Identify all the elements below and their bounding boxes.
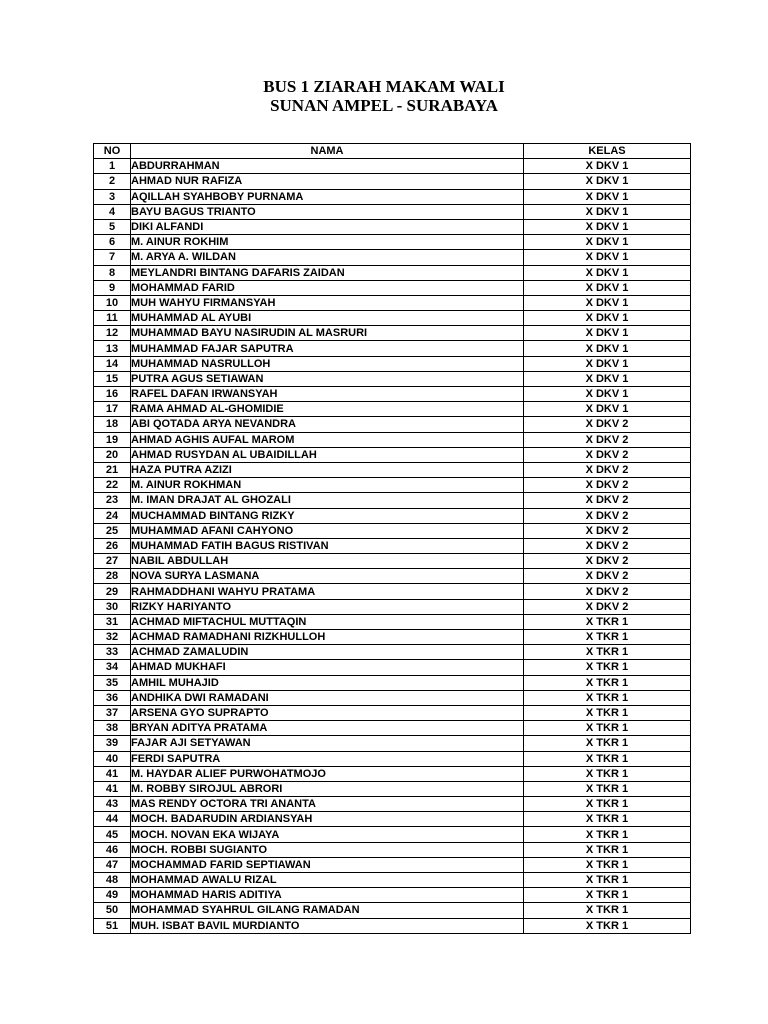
row-class: X TKR 1 [524,857,691,872]
table-row [94,630,691,645]
row-class: X TKR 1 [524,812,691,827]
row-name: MOHAMMAD FARID [131,280,524,295]
row-class: X DKV 2 [524,493,691,508]
row-class: X DKV 2 [524,447,691,462]
row-number: 11 [94,311,131,326]
row-number: 31 [94,614,131,629]
row-number: 41 [94,781,131,796]
row-number: 2 [94,174,131,189]
row-number: 47 [94,857,131,872]
row-number: 50 [94,903,131,918]
table-row [94,447,691,462]
row-class: X DKV 2 [524,523,691,538]
row-class: X TKR 1 [524,690,691,705]
row-number: 5 [94,219,131,234]
row-class: X DKV 1 [524,387,691,402]
row-class: X DKV 1 [524,235,691,250]
row-class: X DKV 2 [524,417,691,432]
row-number: 27 [94,554,131,569]
row-number: 3 [94,189,131,204]
row-number: 30 [94,599,131,614]
row-number: 43 [94,797,131,812]
row-number: 49 [94,888,131,903]
table-row [94,614,691,629]
row-class: X DKV 2 [524,432,691,447]
table-row [94,478,691,493]
table-row [94,326,691,341]
row-number: 8 [94,265,131,280]
row-class: X DKV 1 [524,189,691,204]
row-name: MOCHAMMAD FARID SEPTIAWAN [131,857,524,872]
row-number: 7 [94,250,131,265]
table-row [94,857,691,872]
row-number: 6 [94,235,131,250]
row-number: 39 [94,736,131,751]
table-row [94,599,691,614]
header-kelas: KELAS [524,144,691,159]
table-row [94,781,691,796]
row-number: 44 [94,812,131,827]
row-number: 34 [94,660,131,675]
row-class: X TKR 1 [524,888,691,903]
row-name: MUH. ISBAT BAVIL MURDIANTO [131,918,524,933]
row-name: DIKI ALFANDI [131,219,524,234]
row-number: 19 [94,432,131,447]
row-class: X DKV 1 [524,204,691,219]
table-row [94,265,691,280]
row-class: X DKV 1 [524,356,691,371]
row-number: 16 [94,387,131,402]
row-number: 28 [94,569,131,584]
row-name: BRYAN ADITYA PRATAMA [131,721,524,736]
row-name: M. AINUR ROKHIM [131,235,524,250]
row-name: MOHAMMAD SYAHRUL GILANG RAMADAN [131,903,524,918]
row-name: NOVA SURYA LASMANA [131,569,524,584]
row-name: ACHMAD ZAMALUDIN [131,645,524,660]
row-number: 10 [94,295,131,310]
row-name: RAMA AHMAD AL-GHOMIDIE [131,402,524,417]
row-number: 23 [94,493,131,508]
row-name: RAHMADDHANI WAHYU PRATAMA [131,584,524,599]
row-class: X DKV 1 [524,250,691,265]
row-name: ACHMAD MIFTACHUL MUTTAQIN [131,614,524,629]
header-no: NO [94,144,131,159]
table-row [94,736,691,751]
row-number: 38 [94,721,131,736]
row-name: MUHAMMAD FAJAR SAPUTRA [131,341,524,356]
row-name: FERDI SAPUTRA [131,751,524,766]
row-name: M. HAYDAR ALIEF PURWOHATMOJO [131,766,524,781]
row-number: 37 [94,705,131,720]
table-row [94,918,691,933]
row-name: MUHAMMAD AL AYUBI [131,311,524,326]
row-number: 29 [94,584,131,599]
row-name: PUTRA AGUS SETIAWAN [131,371,524,386]
table-row [94,721,691,736]
row-name: MOCH. BADARUDIN ARDIANSYAH [131,812,524,827]
row-class: X DKV 1 [524,341,691,356]
row-name: BAYU BAGUS TRIANTO [131,204,524,219]
table-row [94,797,691,812]
table-header-row [94,144,691,159]
table-row [94,432,691,447]
row-name: M. AINUR ROKHMAN [131,478,524,493]
row-name: AHMAD NUR RAFIZA [131,174,524,189]
row-class: X DKV 2 [524,508,691,523]
row-class: X TKR 1 [524,827,691,842]
row-name: ARSENA GYO SUPRAPTO [131,705,524,720]
row-number: 15 [94,371,131,386]
table-row [94,888,691,903]
row-number: 22 [94,478,131,493]
table-row [94,554,691,569]
row-number: 1 [94,159,131,174]
row-class: X TKR 1 [524,903,691,918]
table-row [94,538,691,553]
row-class: X DKV 1 [524,219,691,234]
row-class: X TKR 1 [524,645,691,660]
table-row [94,569,691,584]
header-nama: NAMA [131,144,524,159]
table-row [94,356,691,371]
table-row [94,675,691,690]
row-class: X TKR 1 [524,675,691,690]
table-row [94,219,691,234]
row-class: X DKV 1 [524,265,691,280]
row-name: AHMAD RUSYDAN AL UBAIDILLAH [131,447,524,462]
table-row [94,493,691,508]
row-number: 24 [94,508,131,523]
table-row [94,812,691,827]
row-class: X TKR 1 [524,614,691,629]
row-class: X DKV 2 [524,599,691,614]
row-class: X TKR 1 [524,766,691,781]
row-number: 4 [94,204,131,219]
table-row [94,387,691,402]
row-name: MOCH. ROBBI SUGIANTO [131,842,524,857]
row-name: AHMAD AGHIS AUFAL MAROM [131,432,524,447]
row-class: X DKV 1 [524,295,691,310]
row-name: MOHAMMAD AWALU RIZAL [131,873,524,888]
table-row [94,842,691,857]
table-row [94,690,691,705]
row-name: MOHAMMAD HARIS ADITIYA [131,888,524,903]
row-class: X DKV 1 [524,174,691,189]
row-name: RAFEL DAFAN IRWANSYAH [131,387,524,402]
row-number: 20 [94,447,131,462]
row-class: X TKR 1 [524,751,691,766]
row-name: MAS RENDY OCTORA TRI ANANTA [131,797,524,812]
row-class: X TKR 1 [524,736,691,751]
row-number: 9 [94,280,131,295]
row-name: ACHMAD RAMADHANI RIZKHULLOH [131,630,524,645]
table-row [94,705,691,720]
row-class: X TKR 1 [524,842,691,857]
table-row [94,462,691,477]
row-number: 17 [94,402,131,417]
row-name: MUHAMMAD NASRULLOH [131,356,524,371]
row-class: X DKV 1 [524,371,691,386]
row-number: 26 [94,538,131,553]
row-class: X DKV 1 [524,402,691,417]
row-class: X TKR 1 [524,918,691,933]
table-row [94,250,691,265]
row-name: MUH WAHYU FIRMANSYAH [131,295,524,310]
row-name: HAZA PUTRA AZIZI [131,462,524,477]
row-class: X DKV 2 [524,538,691,553]
row-number: 32 [94,630,131,645]
table-row [94,311,691,326]
row-name: M. ARYA A. WILDAN [131,250,524,265]
table-row [94,159,691,174]
table-row [94,827,691,842]
table-row [94,523,691,538]
row-name: MUHAMMAD AFANI CAHYONO [131,523,524,538]
row-class: X DKV 2 [524,584,691,599]
row-number: 12 [94,326,131,341]
row-class: X DKV 1 [524,326,691,341]
table-row [94,645,691,660]
document-subtitle: SUNAN AMPEL - SURABAYA [270,96,498,115]
row-number: 21 [94,462,131,477]
table-row [94,402,691,417]
row-number: 13 [94,341,131,356]
table-row [94,295,691,310]
row-number: 14 [94,356,131,371]
row-name: NABIL ABDULLAH [131,554,524,569]
row-number: 48 [94,873,131,888]
table-row [94,189,691,204]
row-class: X TKR 1 [524,873,691,888]
row-name: MUCHAMMAD BINTANG RIZKY [131,508,524,523]
row-number: 46 [94,842,131,857]
table-row [94,204,691,219]
row-class: X DKV 1 [524,280,691,295]
row-number: 33 [94,645,131,660]
table-row [94,660,691,675]
row-number: 18 [94,417,131,432]
row-name: M. ROBBY SIROJUL ABRORI [131,781,524,796]
row-class: X DKV 1 [524,159,691,174]
passenger-table [93,143,691,934]
table-row [94,873,691,888]
row-name: AHMAD MUKHAFI [131,660,524,675]
table-row [94,371,691,386]
row-number: 36 [94,690,131,705]
row-name: ANDHIKA DWI RAMADANI [131,690,524,705]
row-name: AQILLAH SYAHBOBY PURNAMA [131,189,524,204]
table-row [94,280,691,295]
row-number: 45 [94,827,131,842]
row-class: X DKV 2 [524,554,691,569]
table-row [94,766,691,781]
row-class: X TKR 1 [524,660,691,675]
row-class: X TKR 1 [524,630,691,645]
row-class: X TKR 1 [524,781,691,796]
row-class: X TKR 1 [524,721,691,736]
row-number: 51 [94,918,131,933]
row-name: MUHAMMAD FATIH BAGUS RISTIVAN [131,538,524,553]
table-row [94,417,691,432]
row-name: AMHIL MUHAJID [131,675,524,690]
row-name: RIZKY HARIYANTO [131,599,524,614]
row-name: ABI QOTADA ARYA NEVANDRA [131,417,524,432]
row-class: X DKV 2 [524,478,691,493]
table-row [94,174,691,189]
row-number: 25 [94,523,131,538]
row-number: 40 [94,751,131,766]
row-class: X DKV 2 [524,569,691,584]
document-title: BUS 1 ZIARAH MAKAM WALI [263,77,505,96]
table-row [94,508,691,523]
row-class: X DKV 2 [524,462,691,477]
row-name: MEYLANDRI BINTANG DAFARIS ZAIDAN [131,265,524,280]
row-name: MUHAMMAD BAYU NASIRUDIN AL MASRURI [131,326,524,341]
table-row [94,235,691,250]
table-row [94,903,691,918]
table-row [94,341,691,356]
row-name: ABDURRAHMAN [131,159,524,174]
row-number: 41 [94,766,131,781]
row-name: FAJAR AJI SETYAWAN [131,736,524,751]
row-name: MOCH. NOVAN EKA WIJAYA [131,827,524,842]
row-class: X TKR 1 [524,797,691,812]
row-number: 35 [94,675,131,690]
row-name: M. IMAN DRAJAT AL GHOZALI [131,493,524,508]
row-class: X DKV 1 [524,311,691,326]
table-body [94,159,691,934]
table-row [94,584,691,599]
row-class: X TKR 1 [524,705,691,720]
table-row [94,751,691,766]
